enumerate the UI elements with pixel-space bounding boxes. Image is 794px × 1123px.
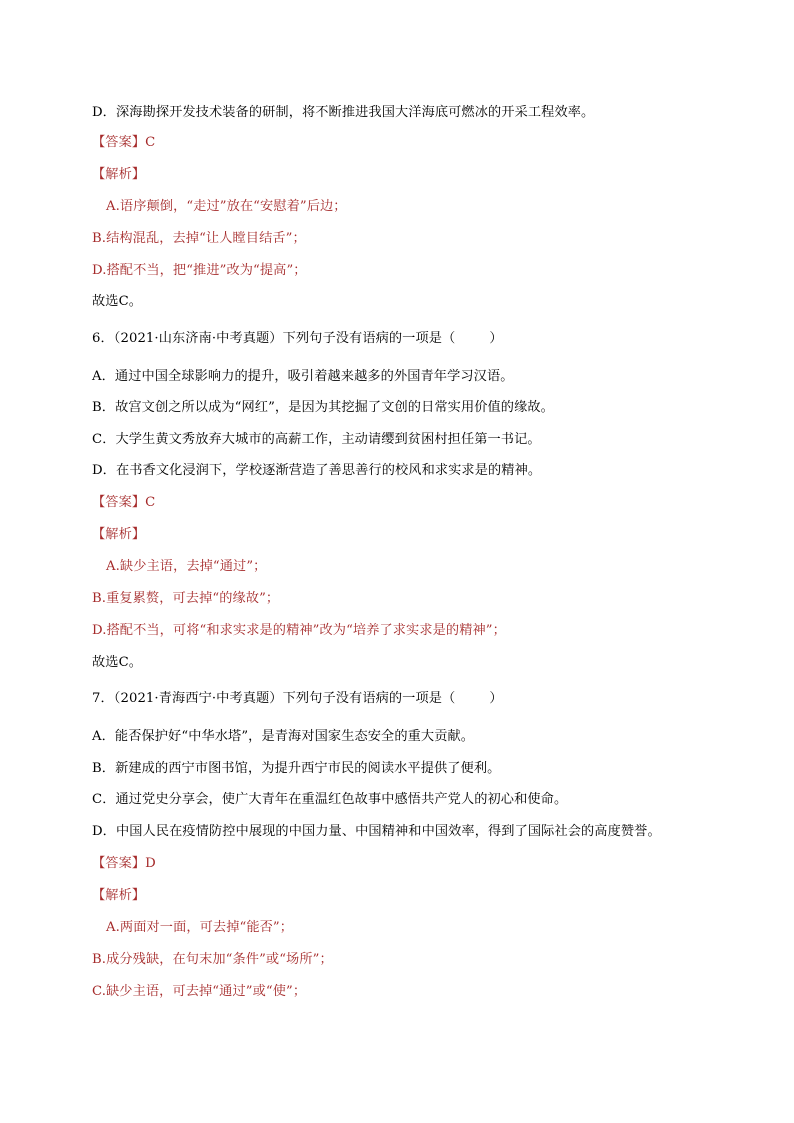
prev-analysis-d: D.搭配不当，把“推进”改为“提高”； xyxy=(92,263,307,278)
q7-analysis-c: C.缺少主语，可去掉“通过”或“使”； xyxy=(92,984,307,999)
q6-answer xyxy=(92,494,732,512)
q7-option-c: C．通过党史分享会，使广大青年在重温红色故事中感悟共产党人的初心和使命。 xyxy=(92,792,568,807)
answer-label: 【答案】 xyxy=(92,856,146,871)
prev-option-d: D．深海勘探开发技术装备的研制，将不断推进我国大洋海底可燃冰的开采工程效率。 xyxy=(92,105,595,120)
q7-option-d: D．中国人民在疫情防控中展现的中国力量、中国精神和中国效率，得到了国际社会的高度赞誉。 xyxy=(92,824,661,839)
answer-label: 【答案】 xyxy=(92,495,146,510)
prev-answer xyxy=(92,134,732,152)
q7-analysis-label: 【解析】 xyxy=(92,888,146,903)
prev-analysis-b: B.结构混乱，去掉“让人瞠目结舌”； xyxy=(92,231,306,246)
q7-option-a: A．能否保护好“中华水塔”，是青海对国家生态安全的重大贡献。 xyxy=(92,729,475,744)
prev-conclusion: 故选C。 xyxy=(92,294,143,309)
q7-option-b: B．新建成的西宁市图书馆，为提升西宁市民的阅读水平提供了便利。 xyxy=(92,761,501,776)
q6-option-d: D．在书香文化浸润下，学校逐渐营造了善思善行的校风和求实求是的精神。 xyxy=(92,463,542,478)
q6-analysis-d: D.搭配不当，可将“和求实求是的精神”改为“培养了求实求是的精神”； xyxy=(92,623,506,638)
answer-label: 【答案】 xyxy=(92,135,146,150)
q6-option-b: B．故宫文创之所以成为“网红”，是因为其挖掘了文创的日常实用价值的缘故。 xyxy=(92,400,554,415)
q7-analysis-b: B.成分残缺，在句末加“条件”或“场所”； xyxy=(92,952,333,967)
q7-stem xyxy=(92,690,732,708)
q6-stem xyxy=(92,330,732,348)
q7-stem-text: 7．（2021·青海西宁·中考真题）下列句子没有语病的一项是（ xyxy=(92,691,456,706)
answer-value: C xyxy=(145,135,156,150)
q6-stem-close: ） xyxy=(489,331,503,346)
answer-value: D xyxy=(145,856,156,871)
q7-stem-close: ） xyxy=(489,691,503,706)
prev-analysis-label: 【解析】 xyxy=(92,167,146,182)
prev-analysis-a: A.语序颠倒，“走过”放在“安慰着”后边； xyxy=(106,199,347,214)
q7-analysis-a: A.两面对一面，可去掉“能否”； xyxy=(106,920,294,935)
q6-stem-text: 6．（2021·山东济南·中考真题）下列句子没有语病的一项是（ xyxy=(92,331,456,346)
q6-analysis-a: A.缺少主语，去掉“通过”； xyxy=(106,559,267,574)
q6-analysis-b: B.重复累赘，可去掉“的缘故”； xyxy=(92,591,280,606)
q6-conclusion: 故选C。 xyxy=(92,655,143,670)
q6-option-c: C．大学生黄文秀放弃大城市的高薪工作，主动请缨到贫困村担任第一书记。 xyxy=(92,432,541,447)
answer-value: C xyxy=(145,495,156,510)
q6-option-a: A．通过中国全球影响力的提升，吸引着越来越多的外国青年学习汉语。 xyxy=(92,369,514,384)
q6-analysis-label: 【解析】 xyxy=(92,527,146,542)
q7-answer xyxy=(92,855,732,873)
